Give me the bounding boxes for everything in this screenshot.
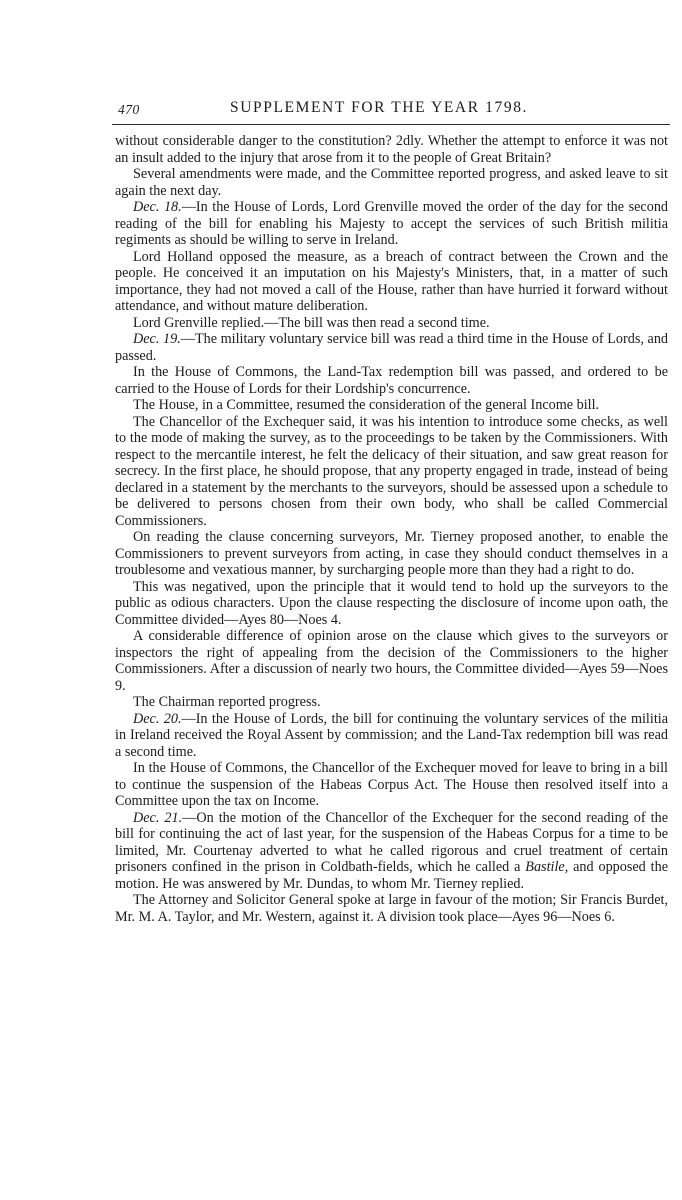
- paragraph-dec-18: [115, 199, 668, 249]
- paragraph-land-tax: In the House of Commons, the Land-Tax redemption bill was passed, and ordered to be carried to the House of Lords for their Lordship's concurrence.: [115, 364, 668, 397]
- paragraph-chairman: The Chairman reported progress.: [133, 694, 321, 710]
- date-label: Dec. 21.: [133, 809, 183, 826]
- page-body: [115, 133, 668, 925]
- paragraph-dec-19: [115, 331, 668, 364]
- paragraph-attorney: The Attorney and Solicitor General spoke at large in favour of the motion; Sir Francis Burdet, Mr. M. A. Taylor, and Mr. Western, against it. A division took place—Ayes 96—Noes 6.: [115, 892, 668, 925]
- paragraph-text: , and opposed the motion. He was answered by Mr. Dundas, to whom Mr. Tierney replied.: [115, 859, 668, 892]
- paragraph-dec-21: [115, 810, 668, 893]
- date-label: Dec. 19.: [133, 331, 181, 347]
- page-header: [110, 98, 670, 122]
- paragraph-chancellor: The Chancellor of the Exchequer said, it was his intention to introduce some checks, as well to the mode of making the survey, as to the proceedings to be taken by the Commissioners. With respect to the mercantile interest, he felt the delicacy of their situation, and saw great reason for secrecy. In the first place, he should propose, that any property engaged in trade, instead of being declared in a statement by the merchants to the surveyors, should be assessed upon a schedule to be delivered to persons chosen from their own body, who shall be called Commercial Commissioners.: [115, 413, 668, 529]
- page-number: 470: [118, 102, 140, 117]
- header-rule: [112, 124, 670, 125]
- paragraph-difference: A considerable difference of opinion arose on the clause which gives to the surveyors or inspectors the right of appealing from the decision of the Commissioners to the higher Commissioners. After a discussion of nearly two hours, the Committee divided—Ayes 59—Noes 9.: [115, 628, 668, 694]
- running-head: SUPPLEMENT FOR THE YEAR 1798.: [230, 99, 529, 116]
- paragraph-negatived: This was negatived, upon the principle that it would tend to hold up the surveyors to the public as odious characters. Upon the clause respecting the disclosure of income upon oath, the Committee divided—Ayes 80—Noes 4.: [115, 578, 668, 628]
- date-label: Dec. 18.: [133, 199, 182, 215]
- paragraph-surveyors: On reading the clause concerning surveyors, Mr. Tierney proposed another, to enable the Commissioners to prevent surveyors from acting, in case they should conduct themselves in a troublesome and vexatious manner, by surcharging people more than they had a right to do.: [115, 529, 668, 578]
- paragraph-text: —In the House of Lords, the bill for continuing the voluntary services of the militia in Ireland received the Royal Assent by commission; and the Land-Tax redemption bill was read a second time.: [115, 710, 668, 760]
- paragraph-continuation: without considerable danger to the constitution? 2dly. Whether the attempt to enforce it was not an insult added to the injury that arose from it to the people of Great Britain?: [115, 133, 668, 166]
- emphasis-bastile: Bastile: [525, 859, 565, 875]
- paragraph-amendments: Several amendments were made, and the Committee reported progress, and asked leave to sit again the next day.: [115, 166, 668, 199]
- paragraph-text: —On the motion of the Chancellor of the Exchequer for the second reading of the bill for continuing the act of last year, for the suspension of the Habeas Corpus for a time to be limited, Mr. Courtenay adverted to what he called rigorous and cruel treatment of certain prisoners confined in the prison in Coldbath-fields, which he called a: [115, 809, 668, 875]
- paragraph-text: —In the House of Lords, Lord Grenville moved the order of the day for the second reading of the bill for enabling his Majesty to accept the services of such British militia regiments as should be willing to serve in Ireland.: [115, 199, 669, 248]
- paragraph-income-bill: The House, in a Committee, resumed the consideration of the general Income bill.: [133, 397, 600, 413]
- paragraph-text: —The military voluntary service bill was read a third time in the House of Lords, and passed.: [115, 331, 669, 364]
- paragraph-lord-holland: Lord Holland opposed the measure, as a breach of contract between the Crown and the people. He conceived it an imputation on his Majesty's Ministers, that, in a matter of such importance, they had not moved a call of the House, rather than have hurried it forward without attendance, and without mature deliberation.: [115, 248, 668, 314]
- date-label: Dec. 20.: [133, 710, 182, 727]
- paragraph-grenville-replied: Lord Grenville replied.—The bill was then read a second time.: [133, 314, 490, 331]
- paragraph-dec-20: [115, 711, 668, 761]
- paragraph-habeas-corpus: In the House of Commons, the Chancellor of the Exchequer moved for leave to bring in a bill to continue the suspension of the Habeas Corpus Act. The House then resolved itself into a Committee upon the tax on Income.: [115, 760, 668, 809]
